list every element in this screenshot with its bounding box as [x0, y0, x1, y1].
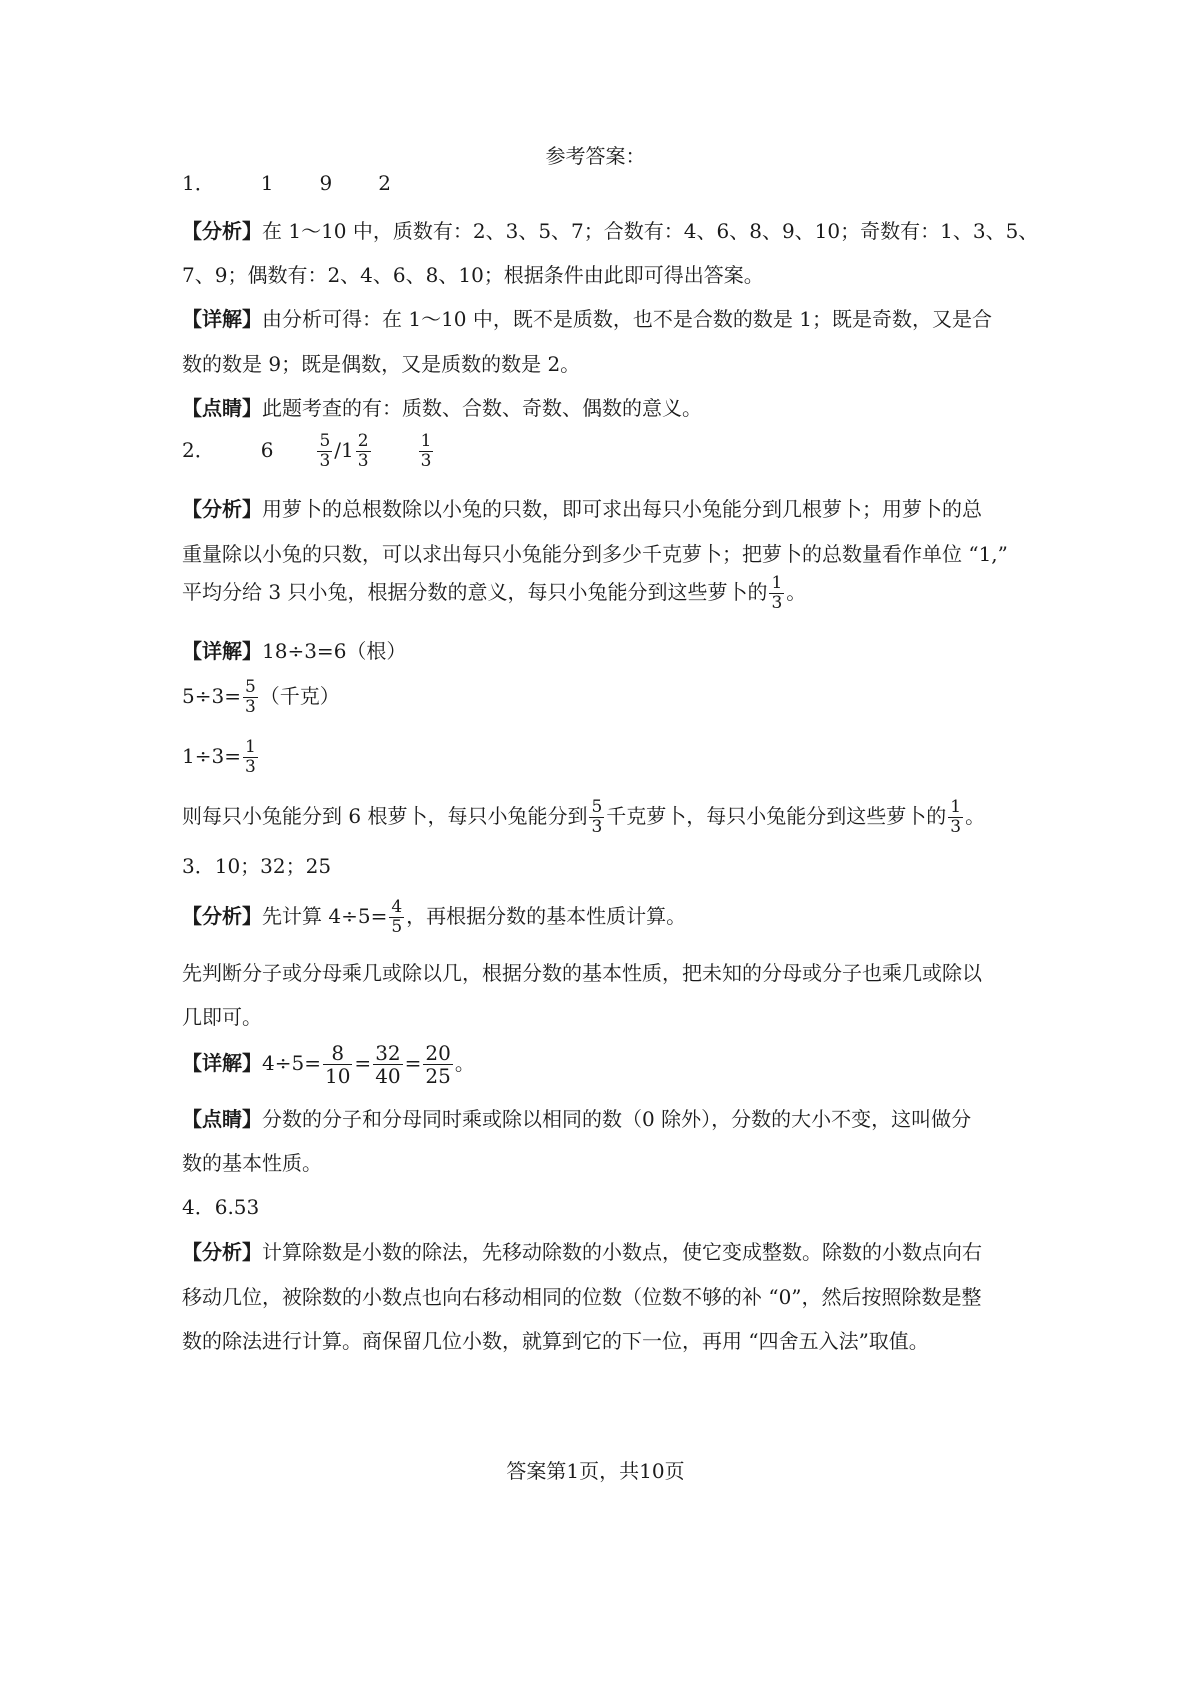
q3-body-1: 先判断分子或分母乘几或除以几，根据分数的基本性质，把未知的分母或分子也乘几或除以	[182, 961, 982, 985]
comment-tag: 【点睛】	[182, 1107, 262, 1131]
equals-sign: =	[404, 1051, 422, 1075]
q2-unit-kg: （千克）	[259, 684, 340, 708]
q3-fraction-4-5: $\frac{4}{5}$	[391, 897, 403, 937]
q2-fraction-5-3b: $\frac{5}{3}$	[244, 677, 256, 717]
page-title: 参考答案：	[545, 144, 646, 168]
q3-body-2: 几即可。	[182, 1005, 262, 1029]
q1-answer-3: 2	[378, 171, 391, 195]
detail-tag: 【详解】	[182, 1051, 262, 1075]
q4-analysis	[182, 1239, 982, 1265]
q4-answer-line: 4．6.53	[182, 1195, 260, 1219]
q2-answer-line	[182, 428, 435, 472]
period: 。	[786, 580, 807, 604]
q3-comment-text-2: 数的基本性质。	[182, 1151, 322, 1175]
q2-fraction-5-3: $\frac{5}{3}$	[319, 431, 331, 471]
q3-fraction-32-40: $\frac{32}{40}$	[375, 1041, 401, 1088]
analysis-tag: 【分析】	[182, 1240, 262, 1264]
q2-analysis-text-3: 平均分给 3 只小兔，根据分数的意义，每只小兔能分到这些萝卜的	[182, 580, 768, 604]
q1-answer-2: 9	[319, 171, 333, 195]
q1-comment-text: 此题考查的有：质数、合数、奇数、偶数的意义。	[262, 396, 702, 420]
q2-fraction-1-3c: $\frac{1}{3}$	[244, 737, 256, 777]
q3-comment-text-1: 分数的分子和分母同时乘或除以相同的数（0 除外），分数的大小不变，这叫做分	[262, 1107, 972, 1131]
q1-detail	[182, 306, 992, 332]
q3-answer-line: 3．10；32；25	[182, 854, 332, 878]
q2-number: 2．	[182, 438, 215, 462]
analysis-tag: 【分析】	[182, 497, 262, 521]
q2-fraction-5-3c: $\frac{5}{3}$	[591, 797, 603, 837]
q2-conclusion	[182, 792, 985, 840]
q2-analysis	[182, 496, 982, 522]
q2-detail-line-2	[182, 672, 340, 720]
q2-fraction-1-3b: $\frac{1}{3}$	[771, 573, 783, 613]
q2-analysis-text-2: 重量除以小兔的只数，可以求出每只小兔能分到多少千克萝卜；把萝卜的总数量看作单位 “1,”	[182, 542, 1008, 566]
page-footer: 答案第1页，共10页	[506, 1459, 685, 1483]
q1-answer-1: 1	[260, 171, 274, 195]
period: 。	[965, 804, 986, 828]
q3-analysis-text-2: ，再根据分数的基本性质计算。	[406, 904, 687, 928]
q1-detail-text-1: 由分析可得：在 1～10 中，既不是质数，也不是合数的数是 1；既是奇数，又是合	[262, 307, 992, 331]
q1-analysis	[182, 218, 1038, 244]
q1-analysis-text-2: 7、9；偶数有：2、4、6、8、10；根据条件由此即可得出答案。	[182, 263, 764, 287]
q2-detail	[182, 638, 406, 664]
q4-analysis-text-3: 数的除法进行计算。商保留几位小数，就算到它的下一位，再用 “四舍五入法”取值。	[182, 1329, 929, 1353]
q2-analysis-line-3	[182, 568, 806, 616]
analysis-tag: 【分析】	[182, 904, 262, 928]
equals-sign: =	[354, 1051, 372, 1075]
q3-analysis-text: 先计算 4÷5=	[262, 904, 388, 928]
q1-analysis-text-1: 在 1～10 中，质数有：2、3、5、7；合数有：4、6、8、9、10；奇数有：1、3、5、	[262, 219, 1039, 243]
q3-detail-text: 4÷5=	[262, 1051, 321, 1075]
q3-detail	[182, 1036, 475, 1090]
q2-slash: /1	[334, 438, 354, 462]
q2-detail-text-3: 1÷3=	[182, 744, 241, 768]
q4-analysis-text-1: 计算除数是小数的除法，先移动除数的小数点，使它变成整数。除数的小数点向右	[262, 1240, 982, 1264]
q2-conclusion-text-2: 千克萝卜，每只小兔能分到这些萝卜的	[606, 804, 947, 828]
q3-analysis	[182, 892, 686, 940]
period: 。	[454, 1051, 475, 1075]
q2-fraction-1-3: $\frac{1}{3}$	[420, 431, 432, 471]
q4-analysis-text-2: 移动几位，被除数的小数点也向右移动相同的位数（位数不够的补 “0”，然后按照除数是整	[182, 1285, 982, 1309]
q3-fraction-20-25: $\frac{20}{25}$	[425, 1041, 451, 1088]
detail-tag: 【详解】	[182, 639, 262, 663]
comment-tag: 【点睛】	[182, 396, 262, 420]
analysis-tag: 【分析】	[182, 219, 262, 243]
q1-comment	[182, 395, 702, 421]
q1-answer-line	[182, 170, 391, 196]
q2-fraction-2-3: $\frac{2}{3}$	[357, 431, 369, 471]
q2-detail-text-1: 18÷3=6（根）	[262, 639, 407, 663]
q2-answer-1: 6	[260, 438, 274, 462]
q1-number: 1．	[182, 171, 215, 195]
detail-tag: 【详解】	[182, 307, 262, 331]
q2-fraction-1-3d: $\frac{1}{3}$	[950, 797, 962, 837]
q2-detail-text-2: 5÷3=	[182, 684, 241, 708]
q1-detail-text-2: 数的数是 9；既是偶数，又是质数的数是 2。	[182, 352, 581, 376]
q2-conclusion-text-1: 则每只小兔能分到 6 根萝卜，每只小兔能分到	[182, 804, 588, 828]
q2-detail-line-3	[182, 732, 260, 780]
q3-comment	[182, 1106, 971, 1132]
q2-analysis-text-1: 用萝卜的总根数除以小兔的只数，即可求出每只小兔能分到几根萝卜；用萝卜的总	[262, 497, 982, 521]
q3-fraction-8-10: $\frac{8}{10}$	[324, 1041, 351, 1088]
